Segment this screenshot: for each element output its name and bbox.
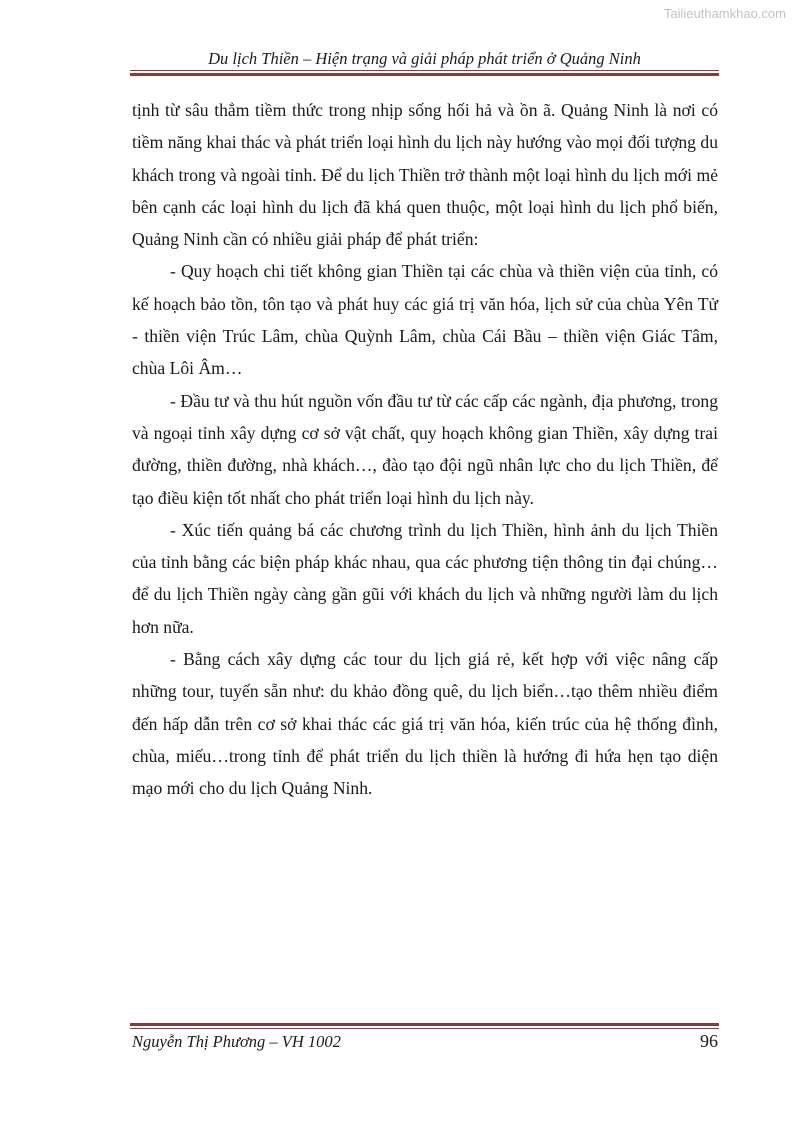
header-rule-thick — [130, 73, 719, 76]
header-rule-thin — [130, 70, 719, 71]
header-rule — [130, 70, 719, 76]
footer-rule — [130, 1023, 719, 1029]
page-number: 96 — [700, 1031, 718, 1051]
page-header-title: Du lịch Thiền – Hiện trạng và giải pháp phát triển ở Quảng Ninh — [208, 49, 641, 68]
body-text — [132, 94, 718, 805]
paragraph-1: tịnh từ sâu thẳm tiềm thức trong nhịp sống hối hả và ồn ã. Quảng Ninh là nơi có tiềm năng khai thác và phát triển loại hình du lịch này hướng vào mọi đối tượng du khách trong và ngoài tỉnh. Để du lịch Thiền trở thành một loại hình du lịch mới mẻ bên cạnh các loại hình du lịch đã khá quen thuộc, một loại hình du lịch phổ biến, Quảng Ninh cần có nhiều giải pháp để phát triển: — [132, 100, 718, 250]
paragraph-5: - Bằng cách xây dựng các tour du lịch giá rẻ, kết hợp với việc nâng cấp những tour, tuyến sẵn như: du khảo đồng quê, du lịch biển…tạo thêm nhiều điểm đến hấp dẫn trên cơ sở khai thác các giá trị văn hóa, kiến trúc của hệ thống đình, chùa, miếu…trong tỉnh để phát triển du lịch thiền là hướng đi hứa hẹn tạo diện mạo mới cho du lịch Quảng Ninh. — [132, 649, 718, 799]
watermark: Tailieuthamkhao.com — [663, 6, 786, 21]
footer-rule-thick — [130, 1023, 719, 1026]
footer-rule-thin — [130, 1028, 719, 1029]
paragraph-2: - Quy hoạch chi tiết không gian Thiền tại các chùa và thiền viện của tỉnh, có kế hoạch bảo tồn, tôn tạo và phát huy các giá trị văn hóa, lịch sử của chùa Yên Tử - thiền viện Trúc Lâm, chùa Quỳnh Lâm, chùa Cái Bầu – thiền viện Giác Tâm, chùa Lôi Âm… — [132, 261, 718, 379]
footer-author: Nguyễn Thị Phương – VH 1002 — [132, 1032, 341, 1051]
paragraph-3: - Đầu tư và thu hút nguồn vốn đầu tư từ các cấp các ngành, địa phương, trong và ngoại tỉnh xây dựng cơ sở vật chất, quy hoạch không gian Thiền, xây dựng trai đường, thiền đường, nhà khách…, đào tạo đội ngũ nhân lực cho du lịch Thiền, để tạo điều kiện tốt nhất cho phát triển loại hình du lịch này. — [132, 390, 718, 508]
paragraph-4: - Xúc tiến quảng bá các chương trình du lịch Thiền, hình ảnh du lịch Thiền của tỉnh bằng các biện pháp khác nhau, qua các phương tiện thông tin đại chúng…để du lịch Thiền ngày càng gần gũi với khách du lịch và những người làm du lịch hơn nữa. — [132, 519, 718, 637]
